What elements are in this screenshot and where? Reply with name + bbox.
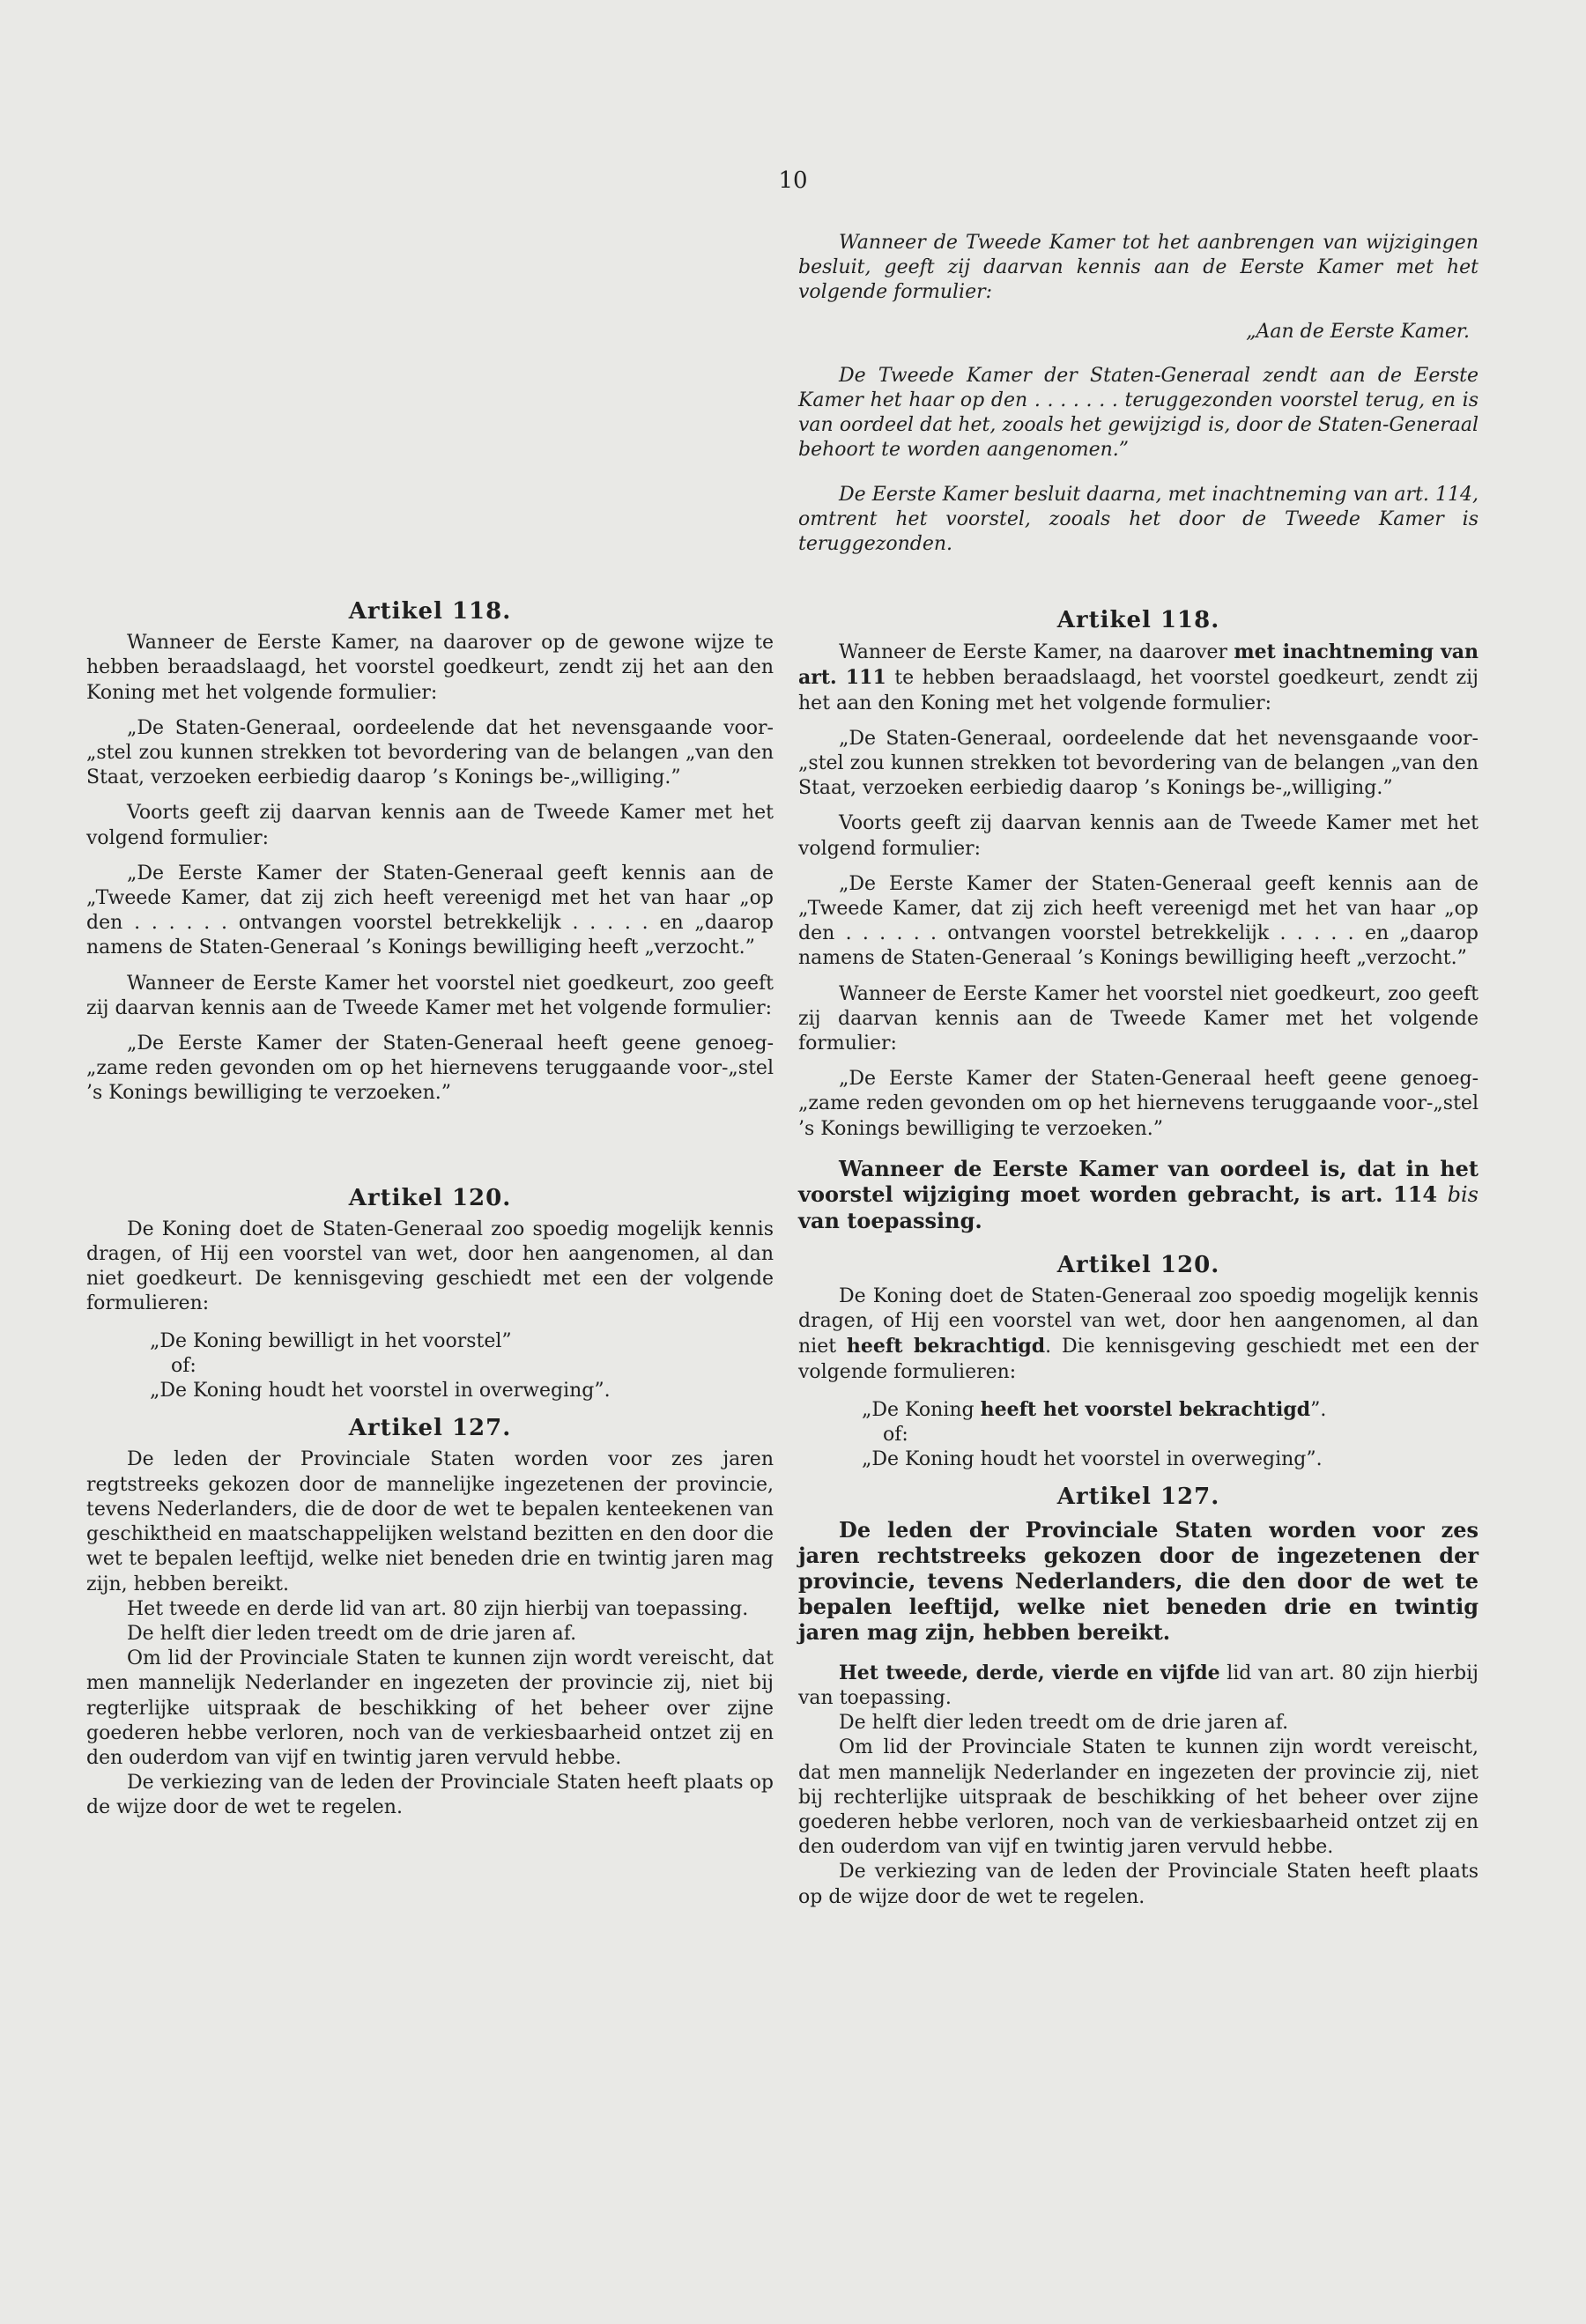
quote: „De Eerste Kamer der Staten-Generaal geeft kennis aan de „Tweede Kamer, dat zij zich heeft vereenigd met het van haar „op den . . . . . . ontvangen voorstel betrekkelijk . . . . . en „daarop namens de Staten-Generaal ’s Konings bewilliging heeft „verzocht.” [86,862,774,959]
paragraph [798,1284,1479,1385]
text: te hebben beraadslaagd, het voorstel goedkeurt, zendt zij het aan den Koning met het volgende formulier: [798,667,1479,714]
paragraph: Wanneer de Eerste Kamer het voorstel niet goedkeurt, zoo geeft zij daarvan kennis aan de Tweede Kamer met het volgende formulier: [798,982,1479,1055]
intro-address: „Aan de Eerste Kamer. [1246,320,1470,343]
article-118-heading: Artikel 118. [348,598,512,625]
formula [798,1397,1479,1423]
amended-text: met inachtneming van art. 111 [798,640,1479,690]
text: bis [1447,1181,1479,1207]
amended-text: heeft het voorstel bekrachtigd [980,1397,1311,1421]
text: „De Koning [862,1398,981,1421]
intro-paragraph: Wanneer de Tweede Kamer tot het aanbrengen van wijzigingen besluit, geeft zij daarvan kennis aan de Eerste Kamer met het volgende formulier: [798,232,1479,304]
quote: „De Eerste Kamer der Staten-Generaal geeft kennis aan de „Tweede Kamer, dat zij zich heeft vereenigd met het van haar „op den . . . . . . ontvangen voorstel betrekkelijk . . . . . en „daarop namens de Staten-Generaal ’s Konings bewilliging heeft „verzocht.” [798,872,1479,970]
article-120-heading: Artikel 120. [1056,1251,1220,1278]
paragraph: Het tweede en derde lid van art. 80 zijn hierbij van toepassing. [127,1597,749,1620]
paragraph: De Koning doet de Staten-Generaal zoo spoedig mogelijk kennis dragen, of Hij een voorstel van wet, door hen aangenomen, al dan niet goedkeurt. De kennisgeving geschiedt met een der volgende formulieren: [86,1218,774,1315]
paragraph [798,1661,1479,1711]
article-127-heading: Artikel 127. [348,1415,512,1442]
paragraph: Voorts geeft zij daarvan kennis aan de Tweede Kamer met het volgend formulier: [798,812,1479,860]
right-intro [798,231,1479,557]
text: ”. [1310,1398,1327,1421]
paragraph: De verkiezing van de leden der Provinciale Staten heeft plaats op de wijze door de wet te regelen. [798,1861,1479,1908]
amended-paragraph: De leden der Provinciale Staten worden voor zes jaren rechtstreeks gekozen door de ingezetenen der provincie, tevens Nederlanders, die den door de wet te bepalen leeftijd, welke niet beneden drie en twintig jaren mag zijn, hebben bereikt. [798,1516,1479,1645]
quote: „De Staten-Generaal, oordeelende dat het nevensgaande voor-„stel zou kunnen strekken tot bevordering van de belangen „van den Staat, verzoeken eerbiedig daarop ’s Konings be-„williging.” [798,727,1479,800]
page-number: 10 [778,167,808,194]
quote: „De Eerste Kamer der Staten-Generaal heeft geene genoeg-„zame reden gevonden om op het hiernevens teruggaande voor-„stel ’s Konings bewilliging te verzoeken.” [798,1068,1479,1140]
text: van toepassing. [798,1207,982,1233]
paragraph: De helft dier leden treedt om de drie jaren af. [839,1712,1289,1735]
right-column [798,608,1479,1910]
formula: „De Koning bewilligt in het voorstel” [150,1329,512,1352]
amended-paragraph [798,1156,1479,1233]
article-118-heading: Artikel 118. [1056,607,1220,633]
paragraph: De leden der Provinciale Staten worden voor zes jaren regtstreeks gekozen door de mannelijke ingezetenen der provincie, tevens Nederlanders, die de door de wet te bepalen kenteekenen van geschiktheid en maatschappelijken welstand bezitten en den door die wet te bepalen leeftijd, welke niet beneden drie en twintig jaren mag zijn, hebben bereikt. [86,1448,774,1595]
article-127-heading: Artikel 127. [1056,1484,1220,1511]
paragraph: Wanneer de Eerste Kamer het voorstel niet goedkeurt, zoo geeft zij daarvan kennis aan de Tweede Kamer met het volgende formulier: [86,972,774,1019]
left-column [86,599,774,1821]
amended-text: heeft bekrachtigd [846,1335,1046,1358]
intro-formula: De Tweede Kamer der Staten-Generaal zendt aan de Eerste Kamer het haar op den . . . . . . . teruggezonden voorstel terug, en is van oordeel dat het, zooals het gewijzigd is, door de Staten-Generaal behoort te worden aangenomen.” [798,364,1479,462]
paragraph: De helft dier leden treedt om de drie jaren af. [127,1622,577,1645]
article-120-heading: Artikel 120. [348,1184,512,1211]
intro-decision: De Eerste Kamer besluit daarna, met inachtneming van art. 114, omtrent het voorstel, zooals het door de Tweede Kamer is teruggezonden. [798,483,1479,556]
quote: „De Eerste Kamer der Staten-Generaal heeft geene genoeg-„zame reden gevonden om op het hiernevens teruggaande voor-„stel ’s Konings bewilliging te verzoeken.” [86,1032,774,1105]
paragraph: Wanneer de Eerste Kamer, na daarover op de gewone wijze te hebben beraadslaagd, het voorstel goedkeurt, zendt zij het aan den Koning met het volgende formulier: [86,632,774,704]
amended-text: Het tweede, derde, vierde en vijfde [839,1661,1220,1684]
paragraph: Om lid der Provinciale Staten te kunnen zijn wordt vereischt, dat men mannelijk Nederlander en ingezeten der provincie zij, niet bij regterlijke uitspraak de beschikking of het beheer over zijne goederen hebbe verloren, noch van de verkiesbaarheid ontzet zij en den ouderdom van vijf en twintig jaren vervuld hebbe. [86,1647,774,1769]
text: lid van art. 80 zijn hierbij van toepassing. [798,1662,1479,1709]
text: Wanneer de Eerste Kamer, na daarover [839,641,1234,664]
formula-or: of: [883,1424,908,1447]
text: . Die kennisgeving geschiedt met een der volgende formulieren: [798,1336,1479,1383]
paragraph: De verkiezing van de leden der Provinciale Staten heeft plaats op de wijze door de wet te regelen. [86,1772,774,1819]
quote: „De Staten-Generaal, oordeelende dat het nevensgaande voor-„stel zou kunnen strekken tot bevordering van de belangen „van den Staat, verzoeken eerbiedig daarop ’s Konings be-„williging.” [86,716,774,789]
paragraph: Om lid der Provinciale Staten te kunnen zijn wordt vereischt, dat men mannelijk Nederlander en ingezeten der provincie zij, niet bij rechterlijke uitspraak de beschikking of het beheer over zijne goederen hebbe verloren, noch van de verkiesbaarheid ontzet zij en den ouderdom van vijf en twintig jaren vervuld hebbe. [798,1736,1479,1859]
formula: „De Koning houdt het voorstel in overweging”. [150,1380,611,1403]
formula-or: of: [171,1354,196,1377]
paragraph: Voorts geeft zij daarvan kennis aan de Tweede Kamer met het volgend formulier: [86,802,774,849]
text: Wanneer de Eerste Kamer van oordeel is, dat in het voorstel wijziging moet worden gebracht, is art. 114 [798,1155,1479,1207]
formula: „De Koning houdt het voorstel in overweging”. [862,1448,1323,1471]
text: De Koning doet de Staten-Generaal zoo spoedig mogelijk kennis dragen, of Hij een voorstel van wet, door hen aangenomen, al dan niet [798,1285,1479,1358]
paragraph [798,640,1479,716]
